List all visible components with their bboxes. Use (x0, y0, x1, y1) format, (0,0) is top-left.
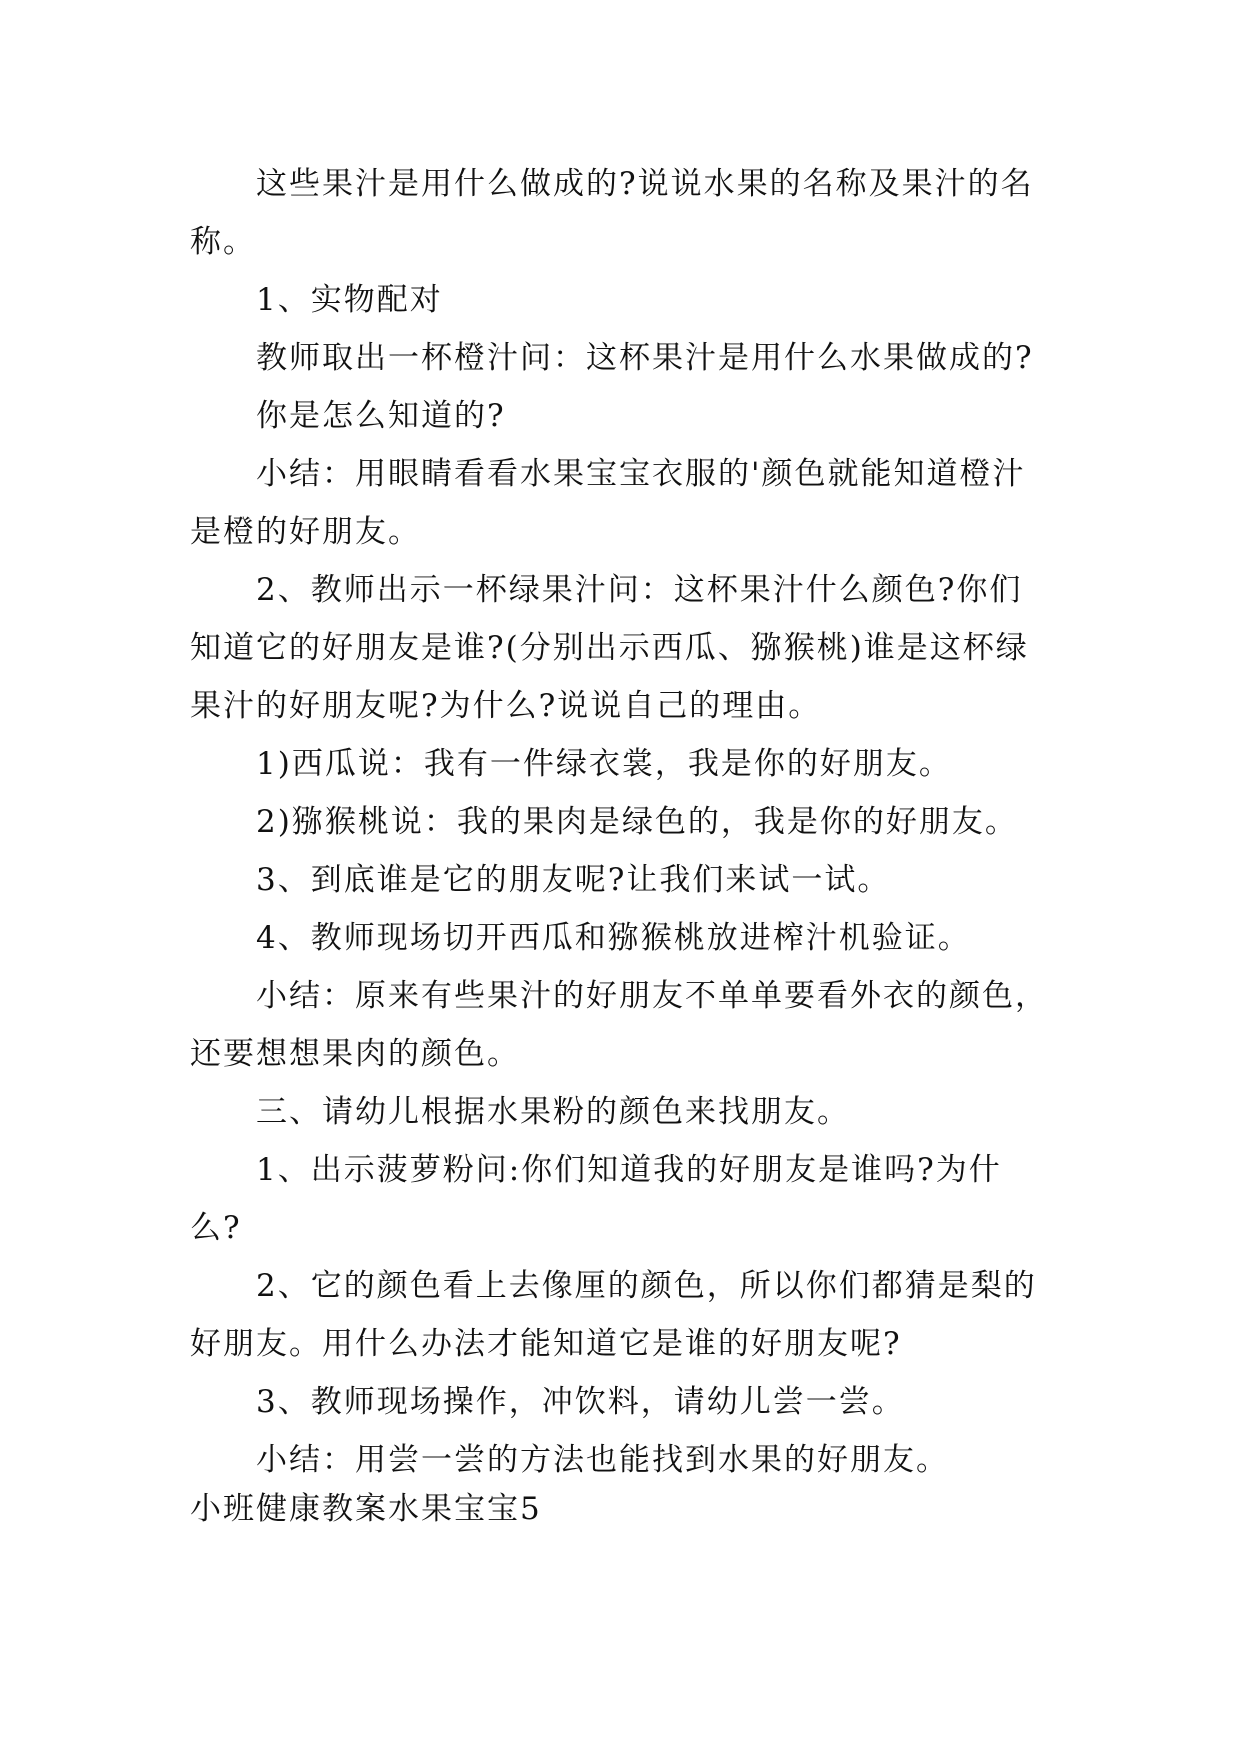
paragraph: 2)猕猴桃说：我的果肉是绿色的，我是你的好朋友。 (256, 804, 1018, 840)
paragraph: 你是怎么知道的? (256, 398, 506, 434)
section-title: 小班健康教案水果宝宝5 (190, 1491, 542, 1527)
paragraph: 小结：用眼睛看看水果宝宝衣服的'颜色就能知道橙汁是橙的好朋友。 (190, 456, 1026, 550)
paragraph: 1、实物配对 (256, 282, 443, 318)
paragraph: 2、教师出示一杯绿果汁问：这杯果汁什么颜色?你们知道它的好朋友是谁?(分别出示西瓜、猕猴桃)谁是这杯绿果汁的好朋友呢?为什么?说说自己的理由。 (190, 572, 1029, 724)
paragraph: 2、它的颜色看上去像厘的颜色，所以你们都猜是梨的好朋友。用什么办法才能知道它是谁的好朋友呢? (190, 1268, 1037, 1362)
paragraph: 这些果汁是用什么做成的?说说水果的名称及果汁的名称。 (190, 166, 1034, 260)
paragraph: 教师取出一杯橙汁问：这杯果汁是用什么水果做成的? (256, 340, 1034, 376)
document-body (190, 155, 1050, 1489)
paragraph: 小结：用尝一尝的方法也能找到水果的好朋友。 (256, 1442, 949, 1478)
paragraph: 3、到底谁是它的朋友呢?让我们来试一试。 (256, 862, 891, 898)
paragraph: 4、教师现场切开西瓜和猕猴桃放进榨汁机验证。 (256, 920, 971, 956)
paragraph: 1、出示菠萝粉问:你们知道我的好朋友是谁吗?为什么? (190, 1152, 1002, 1246)
paragraph: 三、请幼儿根据水果粉的颜色来找朋友。 (256, 1094, 850, 1130)
paragraph: 小结：原来有些果汁的好朋友不单单要看外衣的颜色，还要想想果肉的颜色。 (190, 978, 1048, 1072)
paragraph: 3、教师现场操作，冲饮料，请幼儿尝一尝。 (256, 1384, 905, 1420)
paragraph: 1)西瓜说：我有一件绿衣裳，我是你的好朋友。 (256, 746, 952, 782)
